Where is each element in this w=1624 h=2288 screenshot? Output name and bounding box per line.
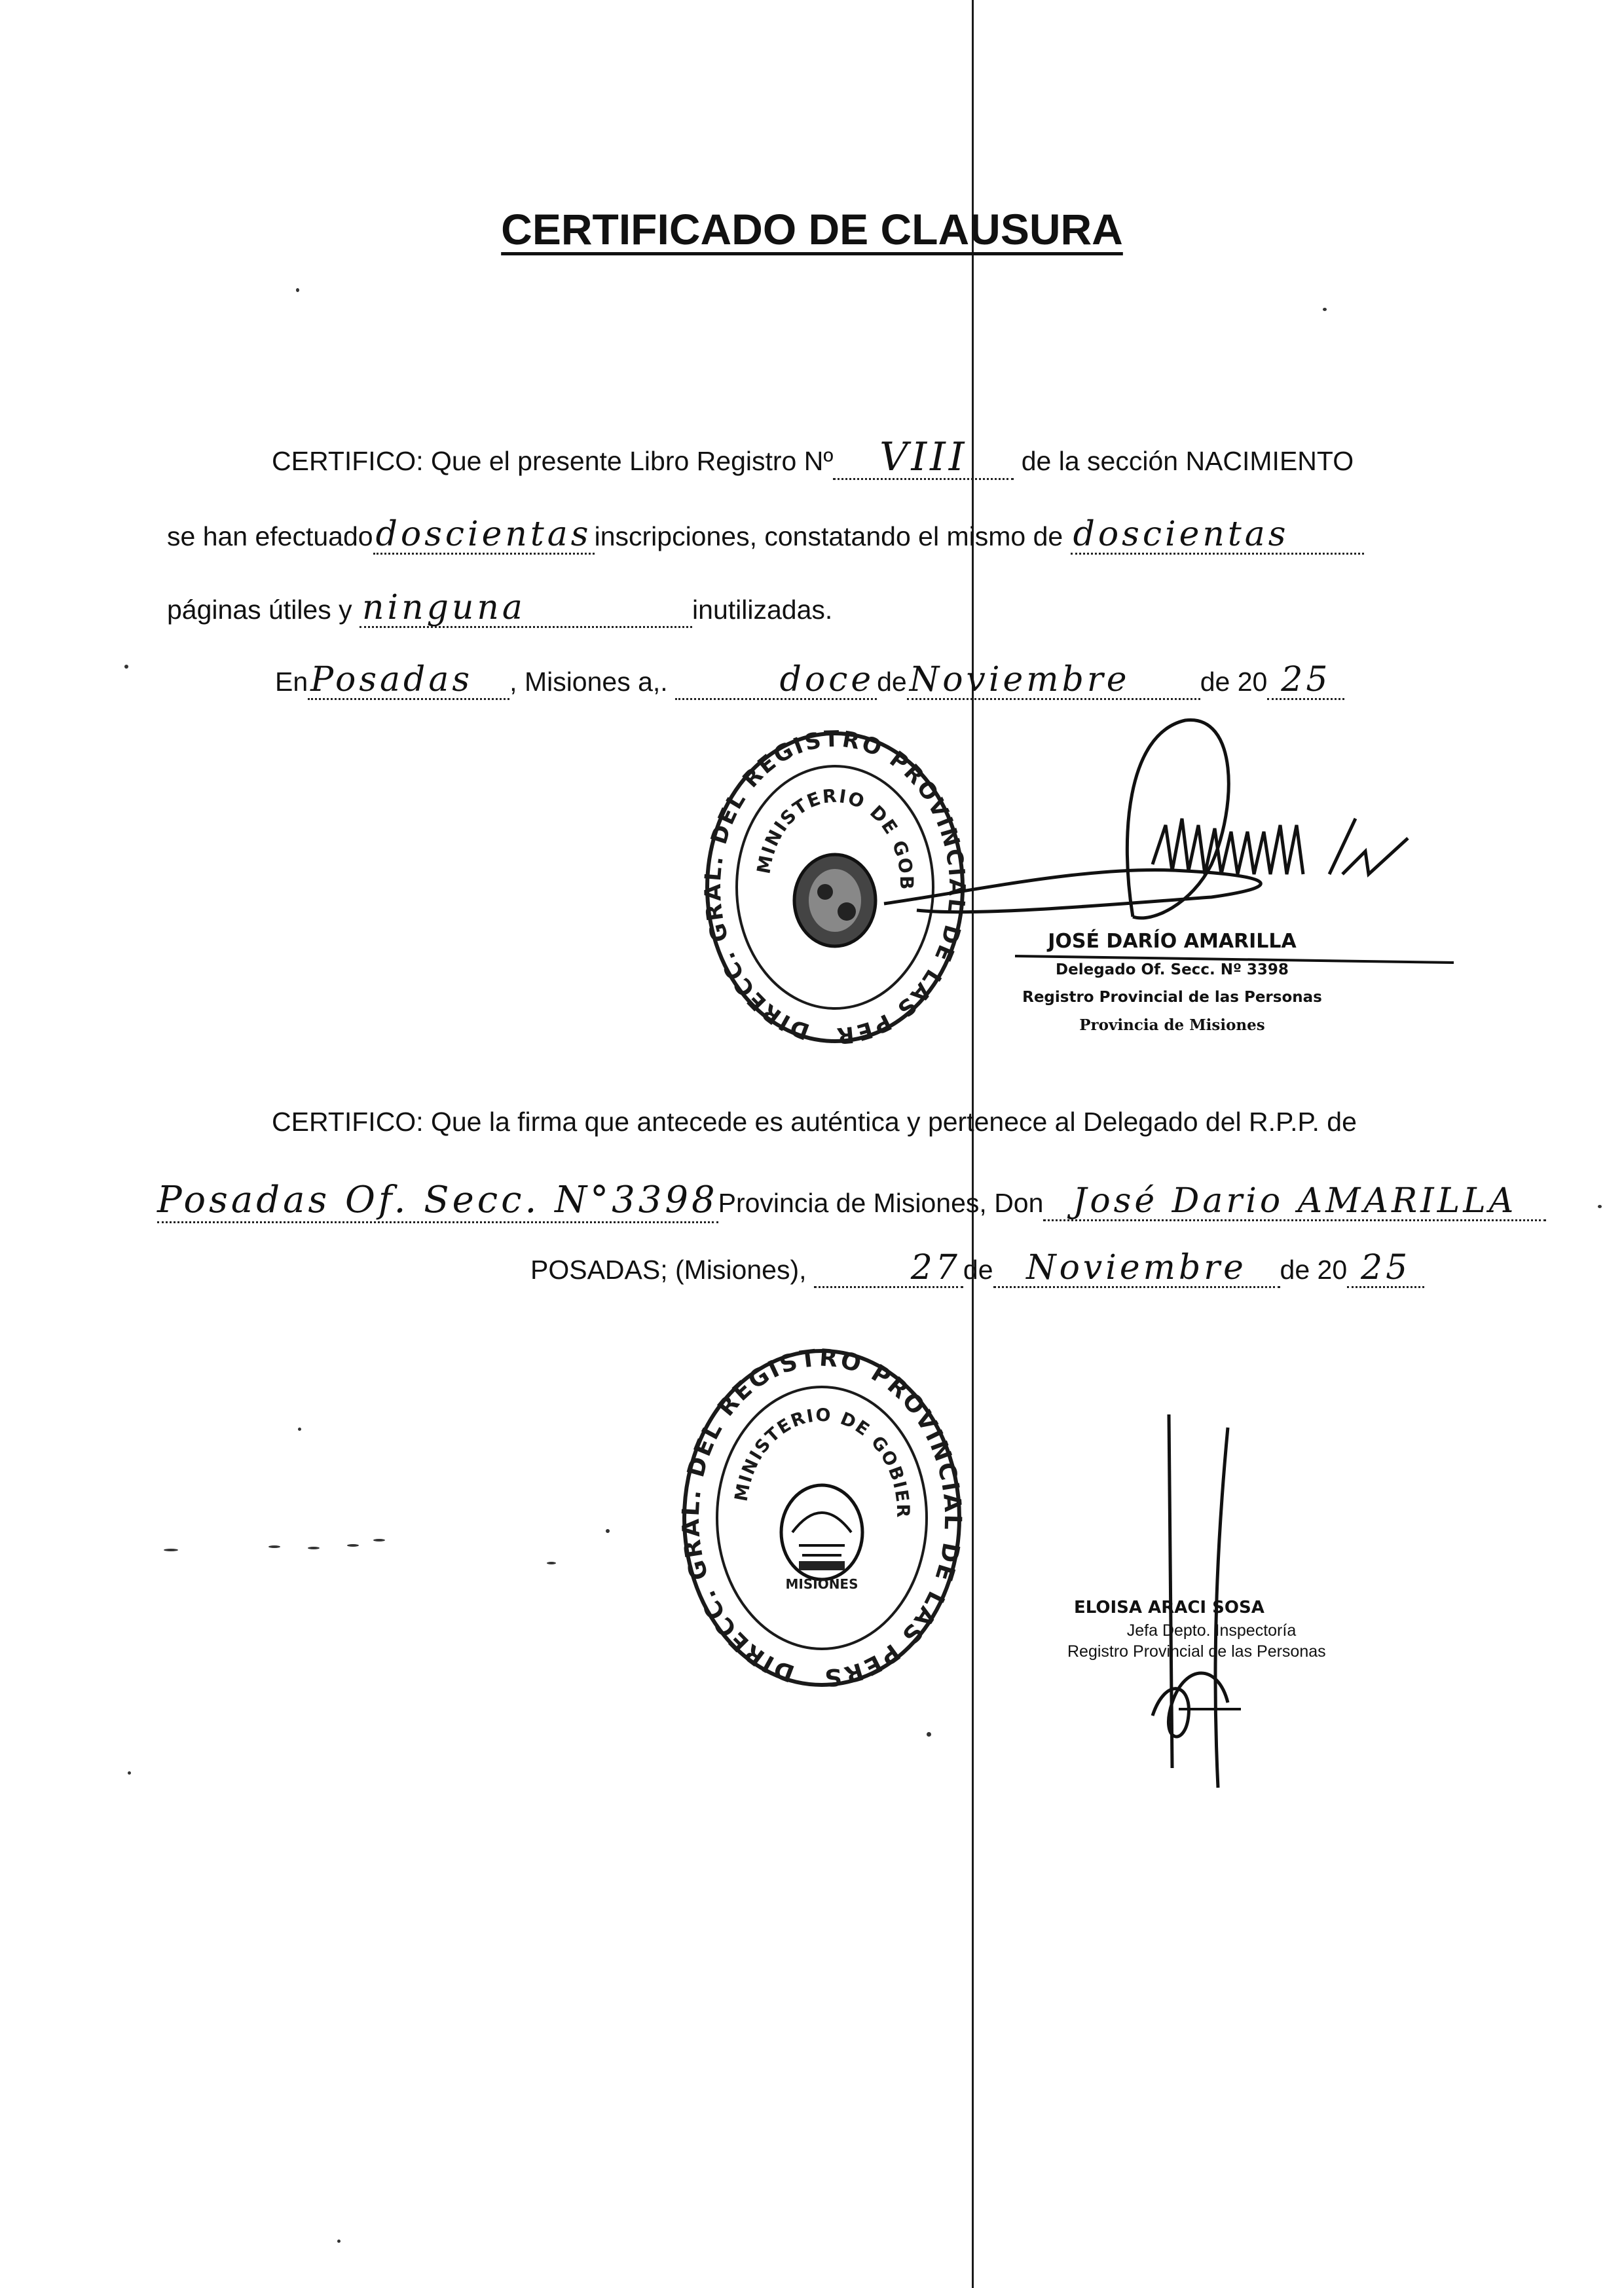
stamp-2-outer-text: DIRECC. GRAL. DEL REGISTRO PROVINCIAL DE LAS PERS <box>677 1344 967 1691</box>
scan-speck <box>164 1549 178 1551</box>
p1-line2-text-a: se han efectuado <box>167 521 373 551</box>
p1-line2-text-b: inscripciones, constatando el mismo de <box>594 521 1063 551</box>
document-title: CERTIFICADO DE CLAUSURA <box>501 205 1123 253</box>
scan-speck <box>347 1544 359 1547</box>
p1-line4-de1: de <box>877 667 907 697</box>
scan-speck <box>124 665 128 669</box>
scan-speck <box>606 1529 610 1533</box>
p1-line2 <box>167 517 1364 555</box>
signature-1-line3: Provincia de Misiones <box>1079 1016 1265 1034</box>
p2-line3 <box>530 1248 1424 1288</box>
signature-1-name: JOSÉ DARÍO AMARILLA <box>1048 930 1297 953</box>
inutilizadas-field: ninguna <box>360 591 692 628</box>
p2-mes-field: Noviembre <box>993 1251 1280 1288</box>
p1-line4 <box>275 660 1344 700</box>
p2-line2 <box>157 1179 1546 1221</box>
scan-speck <box>298 1428 301 1431</box>
scan-speck <box>927 1732 931 1737</box>
p2-line3-de1: de <box>963 1255 993 1285</box>
p1-line3 <box>167 588 833 628</box>
scan-speck <box>547 1562 556 1564</box>
p1-line4-de2: de 20 <box>1200 667 1268 697</box>
signature-2-name: ELOISA ARACI SOSA <box>1074 1598 1264 1617</box>
scan-speck <box>128 1771 131 1775</box>
scan-speck <box>373 1539 385 1541</box>
stamp-2-emblem <box>781 1485 862 1579</box>
p2-line3-de2: de 20 <box>1280 1255 1348 1285</box>
p2-anio-field: 25 <box>1347 1251 1424 1288</box>
p1-line4-text-a: En <box>275 667 308 697</box>
stamp-registro-provincial-2 <box>674 1336 969 1703</box>
signature-1-line2: Registro Provincial de las Personas <box>1022 989 1322 1006</box>
p1-line1 <box>272 434 1354 480</box>
inscripciones-field: doscientas <box>373 517 595 555</box>
nombre-field: José Dario AMARILLA <box>1043 1184 1546 1221</box>
scan-speck <box>1323 308 1327 311</box>
p2-line3-text-a: POSADAS; (Misiones), <box>530 1255 807 1285</box>
dia-field: doce <box>675 663 877 700</box>
signature-1-line1: Delegado Of. Secc. Nº 3398 <box>1056 961 1289 978</box>
p1-line3-text-a: páginas útiles y <box>167 595 352 625</box>
scan-speck <box>296 288 299 292</box>
scan-vertical-line <box>972 0 974 2288</box>
signature-2-line2: Registro Provincial de las Personas <box>1067 1642 1326 1661</box>
p1-line1-text-b: de la sección NACIMIENTO <box>1021 446 1354 476</box>
anio-field: 25 <box>1267 663 1344 700</box>
p1-line4-text-b: , Misiones a,. <box>509 667 668 697</box>
p2-dia-field: 27 <box>814 1251 963 1288</box>
mes-field: Noviembre <box>907 663 1200 700</box>
scan-speck <box>1598 1205 1602 1208</box>
lugar-field: Posadas <box>308 663 509 700</box>
p2-line1: CERTIFICO: Que la firma que antecede es auténtica y pertenece al Delegado del R.P.P. de <box>272 1107 1357 1137</box>
p1-line1-text-a: CERTIFICO: Que el presente Libro Registro Nº <box>272 446 834 476</box>
stamp-1-outer-text: DIRECC. GRAL. DEL REGISTRO PROVINCIAL DE LAS PER <box>699 726 970 1049</box>
scan-speck <box>268 1545 280 1548</box>
signature-2-line1: Jefa Depto. Inspectoría <box>1126 1621 1297 1640</box>
stamp-2-emblem-text: MISIONES <box>785 1576 858 1592</box>
paginas-field: doscientas <box>1071 517 1364 555</box>
scan-speck <box>337 2240 341 2243</box>
stamp-2-inner-text: MINISTERIO DE GOBIER <box>731 1405 913 1519</box>
p2-line2-text: Provincia de Misiones, Don <box>718 1188 1044 1218</box>
p1-line3-text-b: inutilizadas. <box>692 595 833 625</box>
stamp-2-graphic <box>674 1336 969 1703</box>
scan-speck <box>308 1547 320 1549</box>
libro-numero-field: VIII <box>833 437 1014 480</box>
oficina-field: Posadas Of. Secc. N°3398 <box>157 1179 718 1223</box>
stamp-1-inner-text: MINISTERIO DE GOB <box>752 784 918 891</box>
